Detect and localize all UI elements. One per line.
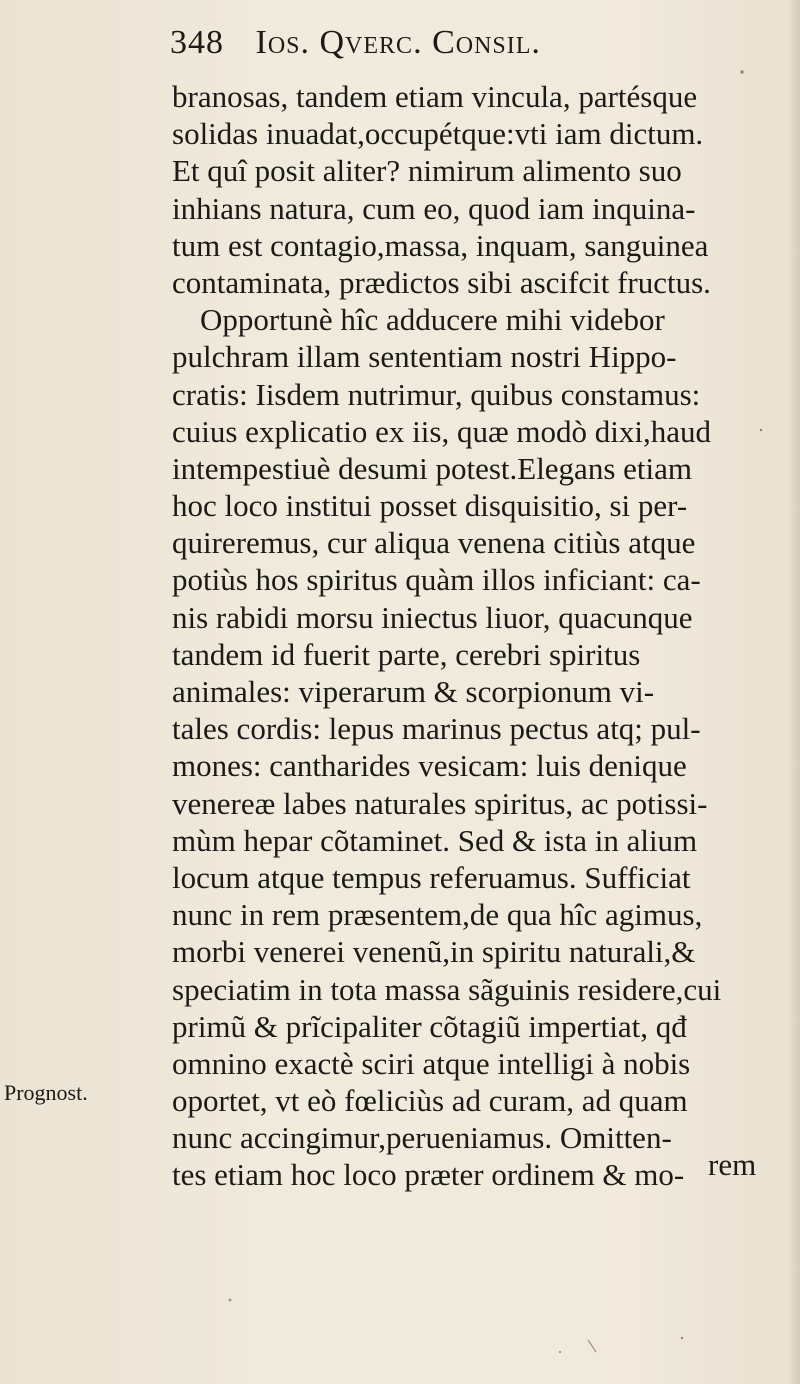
text-line: tum est contagio,massa, inquam, sanguinea: [172, 227, 709, 263]
text-line: intempestiuè desumi potest.Elegans etiam: [172, 450, 692, 486]
text-line: hoc loco institui posset disquisitio, si per-: [172, 488, 688, 524]
text-line: branosas, tandem etiam vincula, partésque: [172, 79, 698, 114]
text-line: inhians natura, cum eo, quod iam inquina-: [172, 190, 696, 226]
text-line: cuius explicatio ex iis, quæ modò dixi,haud: [172, 413, 711, 449]
text-line: Et quî posit aliter? nimirum alimento suo: [172, 153, 682, 189]
body-text: [172, 78, 772, 1194]
text-line: animales: viperarum & scorpionum vi-: [172, 674, 655, 709]
text-line: nunc accingimur,perueniamus. Omitten-: [172, 1120, 672, 1156]
running-header: [170, 24, 730, 72]
paragraph-start-line: Opportunè hîc adducere mihi videbor: [200, 302, 665, 338]
page-number: 348: [170, 24, 224, 61]
text-line: oportet, vt eò fœliciùs ad curam, ad quam: [172, 1083, 688, 1119]
text-line: morbi venerei venenũ,in spiritu naturali,&: [172, 934, 696, 970]
text-line: nunc in rem præsentem,de qua hîc agimus,: [172, 897, 703, 933]
text-line: mùm hepar cõtaminet. Sed & ista in alium: [172, 822, 698, 858]
running-title: Ios. Qverc. Consil.: [255, 24, 541, 61]
text-line: quireremus, cur aliqua venena citiùs atque: [172, 525, 696, 561]
text-line: nis rabidi morsu iniectus liuor, quacunque: [172, 599, 693, 635]
text-line: locum atque tempus referuamus. Sufficiat: [172, 859, 691, 895]
catchword: rem: [708, 1147, 757, 1182]
margin-note: Prognost.: [4, 1080, 88, 1105]
text-line: contaminata, prædictos sibi ascifcit fructus.: [172, 264, 711, 300]
text-line: tes etiam hoc loco præter ordinem & mo-: [172, 1157, 685, 1193]
text-line: speciatim in tota massa sãguinis residere,cui: [172, 971, 722, 1007]
text-line: venereæ labes naturales spiritus, ac potissi-: [172, 785, 708, 821]
text-line: omnino exactè sciri atque intelligi à nobis: [172, 1045, 691, 1081]
text-line: mones: cantharides vesicam: luis denique: [172, 748, 687, 784]
text-line: solidas inuadat,occupétque:vti iam dictum.: [172, 116, 704, 152]
text-line: tandem id fuerit parte, cerebri spiritus: [172, 636, 641, 672]
text-line: primũ & prĩcipaliter cõtagiũ impertiat, qđ: [172, 1008, 687, 1044]
text-line: cratis: Iisdem nutrimur, quibus constamus:: [172, 376, 701, 412]
text-line: potiùs hos spiritus quàm illos inficiant: ca-: [172, 562, 701, 598]
text-line: pulchram illam sententiam nostri Hippo-: [172, 339, 677, 375]
text-line: tales cordis: lepus marinus pectus atq; pul-: [172, 711, 701, 747]
